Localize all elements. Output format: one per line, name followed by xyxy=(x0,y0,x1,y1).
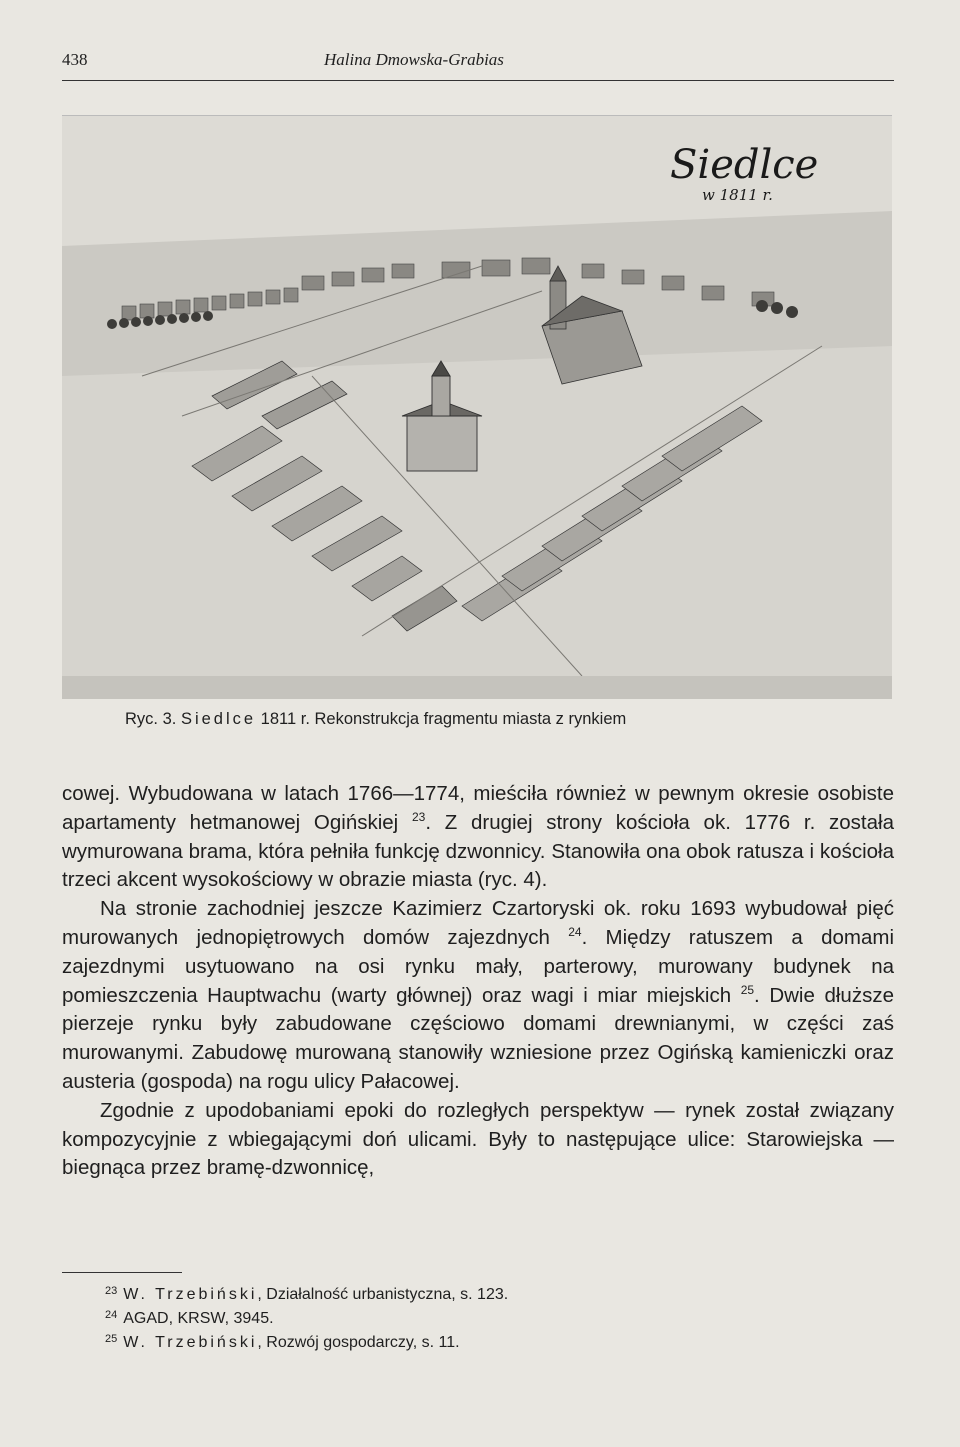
running-header xyxy=(62,50,894,74)
footnote-number: 25 xyxy=(105,1333,118,1345)
page-number: 438 xyxy=(62,50,88,69)
footnote-author: W. Trzebiński xyxy=(123,1286,258,1303)
footnote-ref-23: 23 xyxy=(411,809,426,824)
footnote-24 xyxy=(105,1307,885,1331)
figure-caption xyxy=(125,710,626,729)
paragraph-2-text-c: . Dwie dłuższe pierzeje rynku były zabudowane częściowo domami drewnianymi, w części zaś murowanymi. Zabudowę murowaną stanowiły wzniesione przez Ogińską kamieniczki oraz austeria (gospoda) na rogu ulicy Pałacowej. xyxy=(62,983,894,1093)
footnote-text: , Rozwój gospodarczy, s. 11. xyxy=(257,1334,460,1351)
paragraph-1 xyxy=(62,780,894,895)
paragraph-2-text-a: Na stronie zachodniej jeszcze Kazimierz Czartoryski ok. roku 1693 wybudował pięć murowanych jednopiętrowych domów zajezdnych xyxy=(62,897,894,949)
paragraph-2 xyxy=(62,895,894,1097)
footnote-number: 23 xyxy=(105,1285,118,1297)
paragraph-2-text-b: . Między ratuszem a domami zajezdnymi usytuowano na osi rynku mały, parterowy, murowany budynek na pomieszczenia Hauptwachu (warty głównej) oraz wagi i miar miejskich xyxy=(62,925,894,1007)
caption-text: 1811 r. Rekonstrukcja fragmentu miasta z rynkiem xyxy=(260,710,627,728)
footnote-number: 24 xyxy=(105,1309,118,1321)
paragraph-3: Zgodnie z upodobaniami epoki do rozległych perspektyw — rynek został związany kompozycyjnie z wbiegającymi doń ulicami. Były to następujące ulice: Starowiejska — biegnąca przez bramę-dzwonnicę, xyxy=(62,1098,894,1180)
figure-handwritten-title: Siedlce xyxy=(670,142,819,188)
figure-engraving xyxy=(62,115,892,699)
footnote-rule xyxy=(62,1272,182,1273)
caption-place: Siedlce xyxy=(180,710,257,728)
footnote-ref-25: 25 xyxy=(740,982,755,997)
footnote-23 xyxy=(105,1283,885,1307)
footnote-ref-24: 24 xyxy=(568,924,582,939)
footnote-text: AGAD, KRSW, 3945. xyxy=(123,1310,274,1327)
running-title: Halina Dmowska-Grabias xyxy=(324,50,504,69)
town-illustration xyxy=(62,116,892,699)
footnote-25 xyxy=(105,1331,885,1355)
paragraph-1-text-a: cowej. Wybudowana w latach 1766—1774, mieściła również w pewnym okresie osobiste apartamenty hetmanowej Ogińskiej xyxy=(62,782,894,834)
footnotes xyxy=(105,1283,885,1355)
header-rule xyxy=(62,80,894,81)
paragraph-1-text-b: . Z drugiej strony kościoła ok. 1776 r. została wymurowana brama, która pełniła funkcję dzwonnicy. Stanowiła ona obok ratusza i kościoła trzeci akcent wysokościowy w obrazie miasta (ryc. 4). xyxy=(62,810,894,892)
body-text xyxy=(62,780,894,1183)
footnote-author: W. Trzebiński xyxy=(123,1334,258,1351)
figure-handwritten-date: w 1811 r. xyxy=(702,186,773,204)
caption-prefix: Ryc. 3. xyxy=(125,710,177,728)
footnote-text: , Działalność urbanistyczna, s. 123. xyxy=(257,1286,509,1303)
